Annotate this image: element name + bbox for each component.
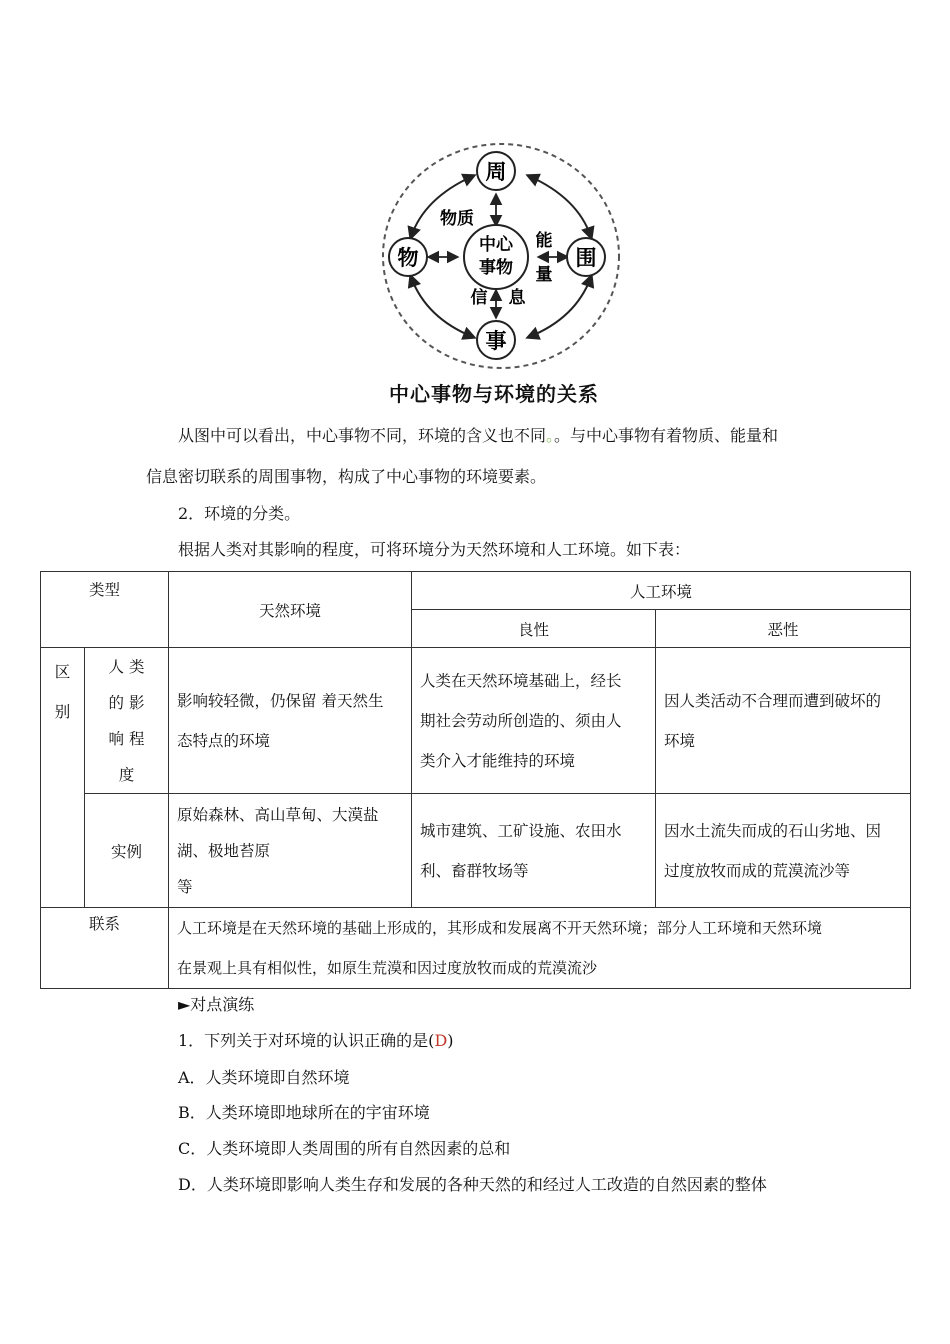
- option-a: A．人类环境即自然环境: [178, 1068, 350, 1087]
- paragraph-1-line-2: 信息密切联系的周围事物，构成了中心事物的环境要素。: [146, 467, 547, 486]
- header-natural: 天然环境: [169, 572, 412, 648]
- relation-label: 联系: [41, 908, 169, 989]
- option-b: B．人类环境即地球所在的宇宙环境: [178, 1103, 430, 1122]
- label-info-1: 信: [470, 288, 488, 308]
- section-2-intro: 根据人类对其影响的程度，可将环境分为天然环境和人工环境。如下表：: [178, 540, 691, 559]
- degree-malign-cell: 因人类活动不合理而遭到破坏的 环境: [656, 648, 911, 794]
- node-right: [567, 238, 605, 276]
- svg-text:周: 周: [485, 160, 507, 184]
- distinguish-label: 区 别: [41, 648, 85, 908]
- label-energy-2: 量: [535, 265, 553, 285]
- node-bottom: [477, 321, 515, 359]
- degree-natural-cell: 影响较轻微，仍保留 着天然生 态特点的环境: [169, 648, 412, 794]
- paragraph-1-line-1: 从图中可以看出，中心事物不同，环境的含义也不同。。与中心事物有着物质、能量和: [178, 426, 779, 445]
- example-label: 实例: [85, 794, 169, 908]
- node-left: [389, 238, 427, 276]
- example-benign-cell: 城市建筑、工矿设施、农田水 利、畜群牧场等: [412, 794, 656, 908]
- svg-text:中心: 中心: [479, 235, 513, 255]
- question-1-answer: D: [434, 1031, 448, 1050]
- header-type: 类型: [41, 572, 169, 648]
- option-c: C．人类环境即人类周围的所有自然因素的总和: [178, 1139, 511, 1158]
- diagram-caption: 中心事物与环境的关系: [389, 382, 599, 406]
- svg-text:围: 围: [575, 246, 597, 270]
- environment-classification-table: [40, 571, 911, 989]
- header-benign: 良性: [412, 610, 656, 648]
- label-matter: 物质: [440, 209, 474, 229]
- example-natural-cell: 原始森林、高山草甸、大漠盐 湖、极地苔原 等: [169, 794, 412, 908]
- svg-text:事: 事: [485, 329, 507, 353]
- node-top: [477, 152, 515, 190]
- header-malign: 恶性: [656, 610, 911, 648]
- example-malign-cell: 因水土流失而成的石山劣地、因 过度放牧而成的荒漠流沙等: [656, 794, 911, 908]
- degree-label: 人 类 的 影 响 程 度: [85, 648, 169, 794]
- question-1: 1．下列关于对环境的认识正确的是(D): [178, 1031, 454, 1050]
- relation-cell: 人工环境是在天然环境的基础上形成的，其形成和发展离不开天然环境；部分人工环境和天然环境 在景观上具有相似性，如原生荒漠和因过度放牧而成的荒漠流沙: [169, 908, 911, 989]
- svg-text:物: 物: [397, 246, 419, 270]
- label-info-2: 息: [508, 288, 526, 308]
- header-artificial: 人工环境: [412, 572, 911, 610]
- center-environment-diagram: [376, 140, 626, 372]
- section-2-heading: 2．环境的分类。: [178, 504, 301, 523]
- node-center: [464, 225, 528, 289]
- svg-text:事物: 事物: [479, 258, 513, 278]
- practice-heading: ►对点演练: [178, 995, 255, 1014]
- degree-benign-cell: 人类在天然环境基础上，经长 期社会劳动所创造的、须由人 类介入才能维持的环境: [412, 648, 656, 794]
- option-d: D．人类环境即影响人类生存和发展的各种天然的和经过人工改造的自然因素的整体: [178, 1175, 767, 1194]
- label-energy-1: 能: [535, 231, 553, 251]
